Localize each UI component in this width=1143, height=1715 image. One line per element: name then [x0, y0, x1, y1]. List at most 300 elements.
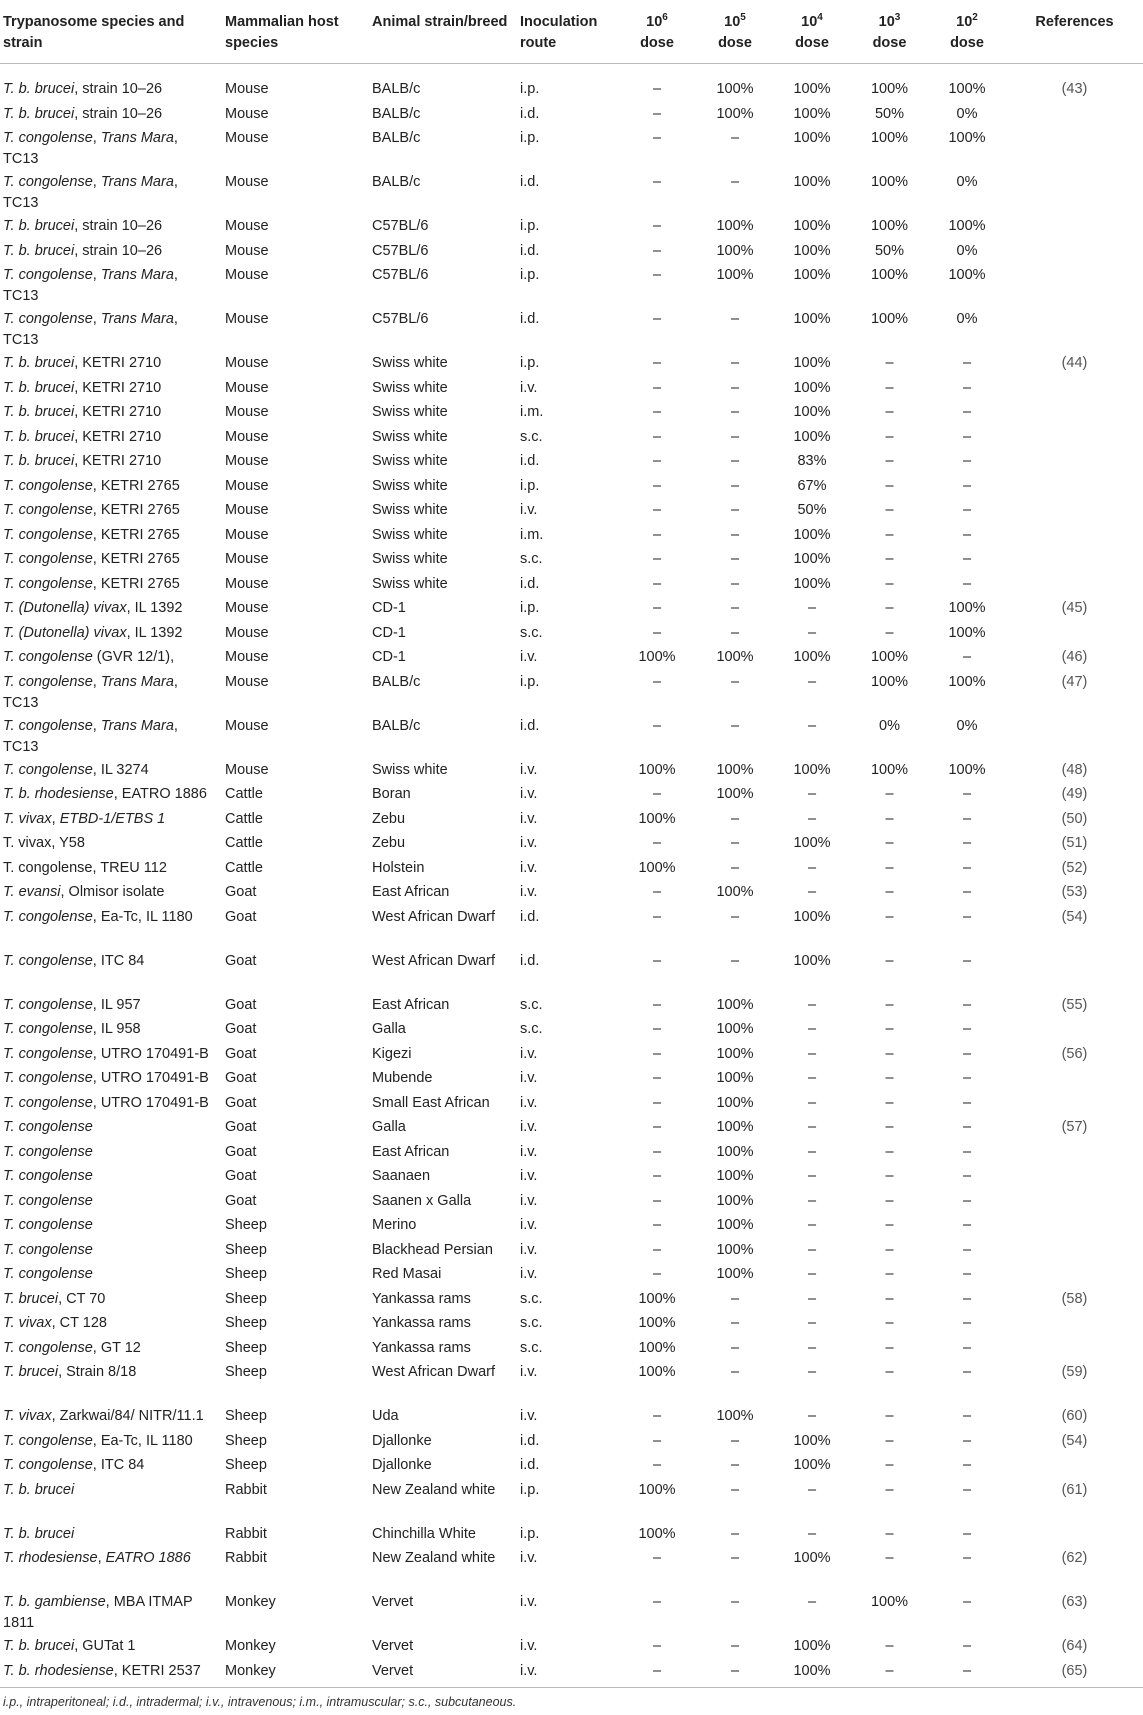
cell-breed: New Zealand white [372, 1550, 496, 1566]
cell-dose-1e5: – [730, 477, 740, 494]
cell-dose-1e6: 100% [638, 649, 676, 665]
cell-species [0, 949, 221, 993]
cell-dose-1e3: 100% [870, 1594, 909, 1610]
cell-dose-1e5: 100% [716, 1192, 754, 1209]
species-strain-text: , GT 12 [92, 1339, 141, 1356]
cell-reference [1006, 1066, 1143, 1091]
species-strain-text: , KETRI 2765 [92, 502, 180, 518]
cell-species [0, 498, 221, 523]
table-row [0, 621, 1143, 646]
cell-breed: East African [372, 1143, 450, 1160]
species-strain-text: , KETRI 2710 [74, 453, 162, 469]
species-name-italic: Trans Mara [100, 673, 174, 690]
species-strain-text: , KETRI 2710 [74, 379, 162, 396]
cell-dose-1e6: 100% [638, 1315, 676, 1331]
cell-reference: (57) [1061, 1119, 1088, 1135]
cell-dose-1e6: 100% [638, 1525, 676, 1542]
cell-dose-1e4: – [807, 1192, 817, 1209]
cell-breed: Blackhead Persian [372, 1241, 493, 1258]
cell-dose-1e5: – [730, 1481, 740, 1498]
cell-species [0, 1262, 221, 1287]
cell-species [0, 993, 221, 1018]
cell-species [0, 170, 221, 214]
species-name-italic: Trans Mara [100, 311, 174, 327]
species-strain-text: , KETRI 2710 [74, 404, 162, 420]
cell-route: s.c. [520, 996, 543, 1013]
cell-dose-1e4: 100% [793, 379, 831, 396]
cell-breed: Red Masai [372, 1266, 442, 1282]
cell-dose-1e5: – [730, 1339, 740, 1356]
cell-dose-1e2: – [962, 952, 972, 969]
species-strain-text: , TC13 [3, 130, 178, 167]
table-row [0, 547, 1143, 572]
cell-species [0, 239, 221, 264]
cell-dose-1e6: – [652, 1192, 662, 1209]
cell-dose-1e3: – [885, 379, 894, 396]
cell-dose-1e5: – [730, 1364, 740, 1380]
cell-route: i.v. [520, 1550, 538, 1566]
cell-dose-1e4: – [807, 1594, 817, 1610]
cell-breed: Merino [372, 1217, 417, 1233]
table-row [0, 596, 1143, 621]
cell-host: Monkey [225, 1594, 276, 1610]
cell-species [0, 1453, 221, 1478]
species-strain-text: , [97, 1550, 106, 1566]
cell-dose-1e2: – [962, 1094, 972, 1111]
species-name-italic: T. (Dutonella) vivax [3, 600, 127, 616]
cell-breed: CD-1 [372, 649, 406, 665]
cell-dose-1e6: – [652, 908, 662, 925]
cell-dose-1e3: – [885, 404, 894, 420]
cell-species [0, 1659, 221, 1684]
cell-dose-1e6: 100% [638, 1364, 676, 1380]
cell-species [0, 1311, 221, 1336]
cell-dose-1e5: – [730, 1290, 740, 1307]
species-strain-text: , Zarkwai/84/ NITR/11.1 [51, 1408, 204, 1424]
cell-dose-1e4: – [807, 1143, 817, 1160]
cell-dose-1e4: 100% [793, 1662, 831, 1679]
cell-dose-1e2: – [962, 1192, 972, 1209]
species-strain-text: , UTRO 170491-B [92, 1094, 209, 1111]
table-row [0, 856, 1143, 881]
cell-route: i.d. [520, 575, 540, 592]
table-row [0, 1360, 1143, 1404]
species-name-italic: T. congolense [3, 174, 93, 190]
cell-dose-1e2: – [962, 1550, 972, 1566]
cell-reference: (52) [1061, 859, 1088, 876]
cell-dose-1e2: – [962, 1241, 972, 1258]
species-name-italic: T. brucei [3, 1290, 59, 1307]
species-strain-text: , [92, 130, 101, 146]
cell-dose-1e2: 0% [956, 311, 978, 327]
species-strain-text: , IL 958 [92, 1021, 141, 1037]
cell-dose-1e3: – [885, 1550, 894, 1566]
cell-breed: Swiss white [372, 379, 448, 396]
cell-dose-1e3: 100% [870, 174, 909, 190]
cell-dose-1e6: 100% [638, 859, 676, 876]
cell-dose-1e3: 0% [879, 717, 900, 734]
cell-dose-1e6: – [652, 1143, 662, 1160]
cell-route: i.v. [520, 1241, 538, 1258]
table-row [0, 64, 1143, 102]
cell-dose-1e5: – [730, 379, 740, 396]
cell-dose-1e6: – [652, 1094, 662, 1111]
cell-route: s.c. [520, 428, 543, 445]
header-dose-1e4: $10^4$ dose [773, 0, 851, 64]
cell-host: Mouse [225, 174, 269, 190]
cell-species [0, 64, 221, 102]
species-name-italic: T. congolense [3, 908, 93, 925]
cell-breed: West African Dwarf [372, 1364, 496, 1380]
species-name-italic: T. b. brucei [3, 379, 75, 396]
cell-dose-1e6: 100% [638, 1481, 676, 1498]
header-species: Trypanosome species and strain [0, 0, 221, 64]
cell-species [0, 1634, 221, 1659]
species-name-italic: T. congolense [3, 311, 93, 327]
cell-dose-1e2: 100% [948, 673, 986, 690]
cell-dose-1e2: – [962, 502, 972, 518]
cell-dose-1e4: – [807, 859, 817, 876]
cell-dose-1e4: – [807, 1290, 817, 1307]
cell-breed: Yankassa rams [372, 1339, 471, 1356]
species-strain-text: , strain 10–26 [74, 81, 163, 97]
cell-dose-1e6: – [652, 717, 662, 734]
cell-dose-1e4: 83% [797, 453, 827, 469]
species-name-italic: Trans Mara [100, 717, 174, 734]
cell-host: Mouse [225, 575, 269, 592]
species-strain-text: , strain 10–26 [74, 242, 163, 259]
cell-host: Mouse [225, 551, 269, 567]
table-row [0, 1140, 1143, 1165]
species-strain-text: , IL 3274 [92, 761, 149, 778]
cell-breed: Chinchilla White [372, 1525, 476, 1542]
cell-host: Mouse [225, 81, 269, 97]
table-row [0, 1546, 1143, 1590]
cell-dose-1e6: – [652, 311, 662, 327]
cell-dose-1e2: – [962, 404, 972, 420]
cell-route: i.p. [520, 218, 540, 234]
cell-dose-1e4: – [807, 1408, 817, 1424]
cell-host: Sheep [225, 1217, 267, 1233]
cell-dose-1e5: 100% [716, 786, 754, 802]
species-name-italic: T. congolense [3, 1045, 93, 1062]
cell-species [0, 400, 221, 425]
species-strain-text: , UTRO 170491-B [92, 1070, 209, 1086]
cell-dose-1e5: 100% [716, 81, 754, 97]
cell-dose-1e4: 100% [793, 952, 831, 969]
cell-dose-1e4: – [807, 1070, 817, 1086]
cell-breed: BALB/c [372, 717, 421, 734]
species-name-italic: T. b. gambiense [3, 1594, 106, 1610]
cell-dose-1e6: – [652, 600, 662, 616]
cell-species [0, 596, 221, 621]
cell-host: Sheep [225, 1364, 267, 1380]
cell-dose-1e2: – [962, 835, 972, 851]
cell-species [0, 670, 221, 714]
cell-dose-1e3: – [885, 1481, 894, 1498]
cell-species [0, 263, 221, 307]
species-name-italic: T. congolense [3, 551, 93, 567]
cell-dose-1e3: – [885, 884, 894, 900]
species-name-italic: Trans Mara [100, 174, 174, 190]
cell-dose-1e3: – [885, 1266, 894, 1282]
cell-species [0, 572, 221, 597]
cell-dose-1e3: – [885, 1168, 894, 1184]
cell-dose-1e2: – [962, 1217, 972, 1233]
cell-dose-1e3: – [885, 1315, 894, 1331]
cell-reference [1006, 949, 1143, 993]
cell-breed: Swiss white [372, 453, 448, 469]
cell-dose-1e3: – [885, 428, 894, 445]
cell-dose-1e3: 100% [870, 218, 909, 234]
cell-host: Mouse [225, 453, 269, 469]
species-name-italic: Trans Mara [100, 130, 174, 146]
cell-species [0, 351, 221, 376]
cell-route: i.v. [520, 810, 538, 827]
species-strain-text: , [92, 174, 101, 190]
cell-dose-1e4: – [807, 673, 817, 690]
cell-dose-1e6: – [652, 1594, 662, 1610]
table-row [0, 1017, 1143, 1042]
cell-species [0, 1213, 221, 1238]
species-strain-text: , KETRI 2710 [74, 428, 162, 445]
table-row [0, 1238, 1143, 1263]
cell-species [0, 905, 221, 949]
species-strain-text: , CT 70 [58, 1290, 106, 1307]
cell-dose-1e4: 100% [793, 242, 831, 259]
cell-dose-1e4: 100% [793, 218, 831, 234]
cell-species [0, 1360, 221, 1404]
species-strain-text: T. vivax, Y58 [3, 835, 85, 851]
cell-reference: (49) [1061, 786, 1088, 802]
cell-species [0, 758, 221, 783]
cell-route: i.v. [520, 835, 538, 851]
cell-species [0, 1017, 221, 1042]
cell-breed: Swiss white [372, 502, 448, 518]
cell-dose-1e5: – [730, 502, 740, 518]
table-row [0, 1590, 1143, 1634]
cell-dose-1e3: 100% [870, 673, 909, 690]
table-row [0, 1066, 1143, 1091]
cell-route: i.p. [520, 673, 540, 690]
cell-host: Goat [225, 884, 257, 900]
species-name-italic: T. (Dutonella) vivax [3, 624, 127, 641]
table-row [0, 782, 1143, 807]
cell-dose-1e3: 100% [870, 311, 909, 327]
cell-host: Mouse [225, 130, 269, 146]
table-row [0, 1634, 1143, 1659]
cell-dose-1e4: – [807, 884, 817, 900]
cell-dose-1e4: 100% [793, 1550, 831, 1566]
cell-host: Sheep [225, 1315, 267, 1331]
cell-dose-1e4: 100% [793, 81, 831, 97]
species-strain-text: , KETRI 2710 [74, 355, 162, 371]
cell-dose-1e2: – [962, 1594, 972, 1610]
cell-reference: (48) [1061, 761, 1088, 778]
cell-dose-1e4: 100% [793, 1457, 831, 1473]
cell-dose-1e3: – [885, 859, 894, 876]
cell-host: Mouse [225, 218, 269, 234]
table-row [0, 474, 1143, 499]
cell-reference [1006, 263, 1143, 307]
cell-dose-1e4: – [807, 1266, 817, 1282]
cell-route: i.v. [520, 1045, 538, 1062]
cell-dose-1e3: – [885, 1217, 894, 1233]
species-strain-text: , GUTat 1 [74, 1638, 136, 1654]
cell-reference [1006, 621, 1143, 646]
cell-reference [1006, 376, 1143, 401]
species-strain-text: , IL 957 [92, 996, 141, 1013]
species-name-italic: T. congolense [3, 761, 93, 778]
cell-dose-1e2: 100% [948, 81, 986, 97]
cell-dose-1e6: – [652, 267, 662, 283]
species-name-italic: T. congolense [3, 952, 93, 969]
cell-host: Sheep [225, 1432, 267, 1449]
cell-breed: Vervet [372, 1662, 414, 1679]
cell-reference: (58) [1061, 1290, 1088, 1307]
cell-breed: Swiss white [372, 575, 448, 592]
cell-dose-1e3: 100% [870, 130, 909, 146]
cell-species [0, 831, 221, 856]
table-row [0, 1189, 1143, 1214]
table-row [0, 239, 1143, 264]
cell-species [0, 645, 221, 670]
species-strain-text: , KETRI 2765 [92, 551, 180, 567]
species-strain-text: , ITC 84 [92, 1457, 145, 1473]
cell-dose-1e3: 50% [874, 242, 905, 259]
cell-dose-1e6: – [652, 786, 662, 802]
cell-route: i.v. [520, 1662, 538, 1679]
cell-dose-1e4: 100% [793, 311, 831, 327]
cell-dose-1e2: – [962, 1432, 972, 1449]
cell-host: Mouse [225, 673, 269, 690]
cell-dose-1e5: – [730, 810, 740, 827]
cell-dose-1e2: – [962, 810, 972, 827]
cell-dose-1e3: 50% [874, 105, 905, 122]
cell-dose-1e4: 100% [793, 105, 831, 122]
species-strain-text: , ITC 84 [92, 952, 145, 969]
table-row [0, 758, 1143, 783]
table-row [0, 1404, 1143, 1429]
cell-species [0, 782, 221, 807]
cell-breed: BALB/c [372, 130, 421, 146]
species-name-italic: T. b. brucei [3, 1481, 75, 1498]
cell-reference [1006, 1336, 1143, 1361]
cell-reference: (51) [1061, 835, 1088, 851]
cell-reference [1006, 214, 1143, 239]
cell-breed: Mubende [372, 1070, 433, 1086]
cell-host: Mouse [225, 105, 269, 122]
cell-dose-1e6: 100% [638, 810, 676, 827]
cell-reference [1006, 1238, 1143, 1263]
cell-reference [1006, 1017, 1143, 1042]
cell-dose-1e3: – [885, 1408, 894, 1424]
cell-dose-1e6: – [652, 1168, 662, 1184]
cell-route: i.v. [520, 1217, 538, 1233]
table-row [0, 351, 1143, 376]
header-row [0, 0, 1143, 64]
header-dose-1e5: $10^5$ dose [697, 0, 773, 64]
cell-host: Goat [225, 1021, 257, 1037]
table-row [0, 1287, 1143, 1312]
species-name-italic: T. congolense [3, 1094, 93, 1111]
cell-species [0, 1091, 221, 1116]
species-strain-text: , UTRO 170491-B [92, 1045, 209, 1062]
table-row [0, 1213, 1143, 1238]
cell-dose-1e5: – [730, 908, 740, 925]
cell-dose-1e6: – [652, 673, 662, 690]
cell-route: s.c. [520, 624, 543, 641]
cell-breed: Swiss white [372, 761, 448, 778]
table-row [0, 670, 1143, 714]
species-name-italic: T. b. brucei [3, 355, 75, 371]
cell-route: i.m. [520, 404, 544, 420]
cell-route: i.v. [520, 1094, 538, 1111]
cell-route: i.m. [520, 526, 544, 543]
cell-dose-1e6: – [652, 404, 662, 420]
cell-reference: (62) [1061, 1550, 1088, 1566]
cell-dose-1e3: – [885, 1045, 894, 1062]
cell-dose-1e6: – [652, 1217, 662, 1233]
cell-dose-1e5: – [730, 1638, 740, 1654]
species-strain-text: , Olmisor isolate [60, 884, 165, 900]
cell-dose-1e6: 100% [638, 1339, 676, 1356]
cell-species [0, 102, 221, 127]
cell-dose-1e5: – [730, 952, 740, 969]
cell-reference: (61) [1061, 1481, 1088, 1498]
table-row [0, 1164, 1143, 1189]
table-row [0, 307, 1143, 351]
cell-breed: Holstein [372, 859, 425, 876]
cell-dose-1e5: – [730, 600, 740, 616]
cell-dose-1e2: – [962, 1662, 972, 1679]
cell-route: i.v. [520, 1594, 538, 1610]
cell-dose-1e5: – [730, 1594, 740, 1610]
table-row [0, 376, 1143, 401]
cell-host: Mouse [225, 717, 269, 734]
species-name-italic: T. congolense [3, 1070, 93, 1086]
cell-dose-1e5: 100% [716, 1217, 754, 1233]
cell-route: i.d. [520, 105, 540, 122]
cell-dose-1e2: 0% [956, 174, 978, 190]
cell-dose-1e5: – [730, 673, 740, 690]
table-row [0, 807, 1143, 832]
cell-route: i.v. [520, 502, 538, 518]
cell-dose-1e6: – [652, 1045, 662, 1062]
species-name-italic: T. b. brucei [3, 1638, 75, 1654]
cell-dose-1e3: – [885, 502, 894, 518]
cell-reference [1006, 474, 1143, 499]
cell-dose-1e5: 100% [716, 1143, 754, 1160]
cell-breed: BALB/c [372, 81, 421, 97]
cell-breed: West African Dwarf [372, 908, 496, 925]
cell-host: Mouse [225, 267, 269, 283]
cell-species [0, 449, 221, 474]
species-name-italic: T. congolense [3, 996, 93, 1013]
cell-dose-1e2: – [962, 1638, 972, 1654]
cell-reference [1006, 102, 1143, 127]
cell-dose-1e6: – [652, 1638, 662, 1654]
cell-route: i.v. [520, 1168, 538, 1184]
cell-host: Goat [225, 996, 257, 1013]
cell-host: Sheep [225, 1457, 267, 1473]
cell-reference [1006, 1453, 1143, 1478]
table-row [0, 1522, 1143, 1547]
cell-route: i.v. [520, 761, 538, 778]
cell-dose-1e4: 100% [793, 1638, 831, 1654]
cell-dose-1e4: 50% [797, 502, 827, 518]
cell-host: Cattle [225, 835, 263, 851]
